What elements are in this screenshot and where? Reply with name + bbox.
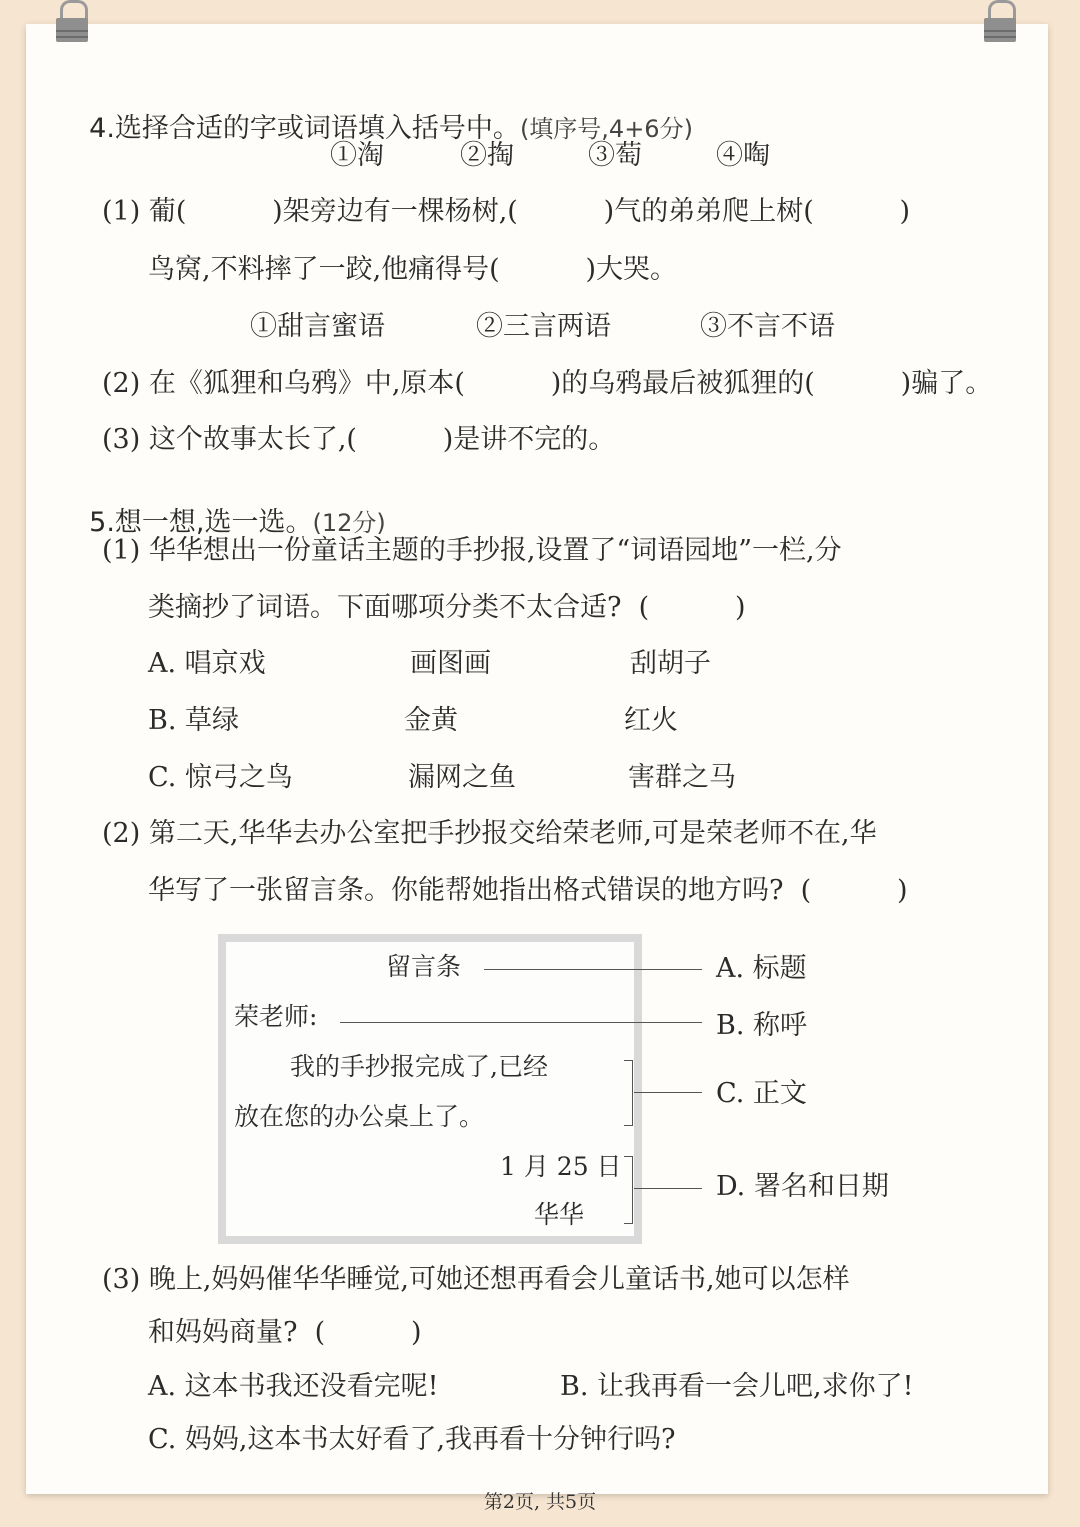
q5-option-a-word-3: 刮胡子 [630,648,711,679]
q4-char-2: ②掏 [460,140,514,171]
q4-idiom-1: ①甜言蜜语 [250,311,385,342]
note-signature: 华华 [534,1200,585,1229]
q5-option-c-word-3: 害群之马 [628,762,736,793]
q4-sentence-1-line-2: 鸟窝,不料摔了一跤,他痛得号( )大哭。 [148,254,678,285]
label-c-body: C. 正文 [716,1078,807,1109]
q5-part-2-line-2: 华写了一张留言条。你能帮她指出格式错误的地方吗? ( ) [148,875,908,906]
q4-char-1: ①淘 [330,140,384,171]
label-a-title: A. 标题 [716,953,807,984]
q4-title-text: 4.选择合适的字或词语填入括号中。 [89,113,520,144]
q4-idiom-3: ③不言不语 [700,311,835,342]
page-number-footer: 第2页, 共5页 [483,1491,597,1513]
q5-part-3-option-a: A. 这本书我还没看完呢! [148,1371,439,1402]
q5-part-3-option-b: B. 让我再看一会儿吧,求你了! [560,1371,914,1402]
note-date: 1 月 25 日 [500,1152,622,1181]
label-b-salutation: B. 称呼 [716,1010,808,1041]
binder-clip-right-icon [978,0,1022,44]
note-salutation: 荣老师: [234,1002,318,1031]
q5-option-c-word-2: 漏网之鱼 [408,762,516,793]
q4-score-note: (填序号,4+6分) [519,115,693,143]
q4-sentence-1-line-1: (1) 葡( )架旁边有一棵杨树,( )气的弟弟爬上树( ) [102,196,911,227]
leader-line-signature-date [634,1188,702,1189]
q5-part-3-option-c: C. 妈妈,这本书太好看了,我再看十分钟行吗? [148,1424,676,1455]
label-d-signature-date: D. 署名和日期 [716,1171,889,1202]
q5-option-a-word-2: 画图画 [410,648,491,679]
note-title: 留言条 [386,952,462,981]
q4-title [72,88,693,142]
q4-sentence-3: (3) 这个故事太长了,( )是讲不完的。 [102,424,616,455]
bracket-signature-date [624,1156,633,1224]
q5-title [72,482,386,536]
leader-line-title [484,969,702,970]
q4-char-4: ④啕 [716,140,770,171]
q5-part-3-line-2: 和妈妈商量? ( ) [148,1317,422,1348]
bracket-body [624,1060,633,1126]
q4-idiom-2: ②三言两语 [476,311,611,342]
leader-line-body [634,1092,702,1093]
q4-sentence-2: (2) 在《狐狸和乌鸦》中,原本( )的乌鸦最后被狐狸的( )骗了。 [102,368,993,399]
q5-option-a-word-1: A. 唱京戏 [148,648,266,679]
q5-part-2-line-1: (2) 第二天,华华去办公室把手抄报交给荣老师,可是荣老师不在,华 [102,818,877,849]
q5-part-1-line-1: (1) 华华想出一份童话主题的手抄报,设置了“词语园地”一栏,分 [102,535,842,566]
note-body-line-1: 我的手抄报完成了,已经 [290,1052,548,1081]
q5-part-1-line-2: 类摘抄了词语。下面哪项分类不太合适? ( ) [148,592,746,623]
leader-line-salutation [340,1022,702,1023]
q5-option-b-word-3: 红火 [624,705,678,736]
q5-option-b-word-2: 金黄 [404,705,458,736]
q5-option-b-word-1: B. 草绿 [148,705,240,736]
q5-title-text: 5.想一想,选一选。 [89,507,313,538]
q5-part-3-line-1: (3) 晚上,妈妈催华华睡觉,可她还想再看会儿童话书,她可以怎样 [102,1264,850,1295]
q5-option-c-word-1: C. 惊弓之鸟 [148,762,293,793]
q4-char-3: ③萄 [588,140,642,171]
q5-score-note: (12分) [312,509,386,537]
binder-clip-left-icon [50,0,94,44]
note-body-line-2: 放在您的办公桌上了。 [234,1102,485,1131]
